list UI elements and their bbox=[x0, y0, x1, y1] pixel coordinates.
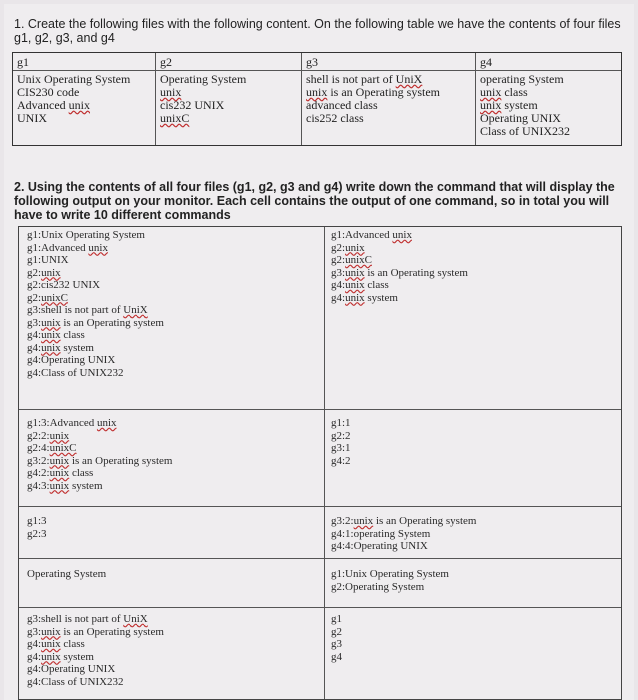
file-content-line: unix is an Operating system bbox=[306, 85, 440, 99]
output-line: g3:2:unix is an Operating system bbox=[331, 515, 477, 527]
file-content-line: shell is not part of UniX bbox=[306, 72, 423, 86]
file-content-line: Advanced unix bbox=[17, 98, 90, 112]
file-content-line: UNIX bbox=[17, 111, 47, 125]
output-line: g2:2 bbox=[331, 429, 351, 442]
output-line: g2:cis232 UNIX bbox=[27, 279, 101, 291]
output-table-row-divider bbox=[19, 409, 621, 410]
output-line: g1:3:Advanced unix bbox=[27, 417, 117, 429]
output-table-row-divider bbox=[19, 506, 621, 507]
file-name-header: g3 bbox=[302, 56, 475, 71]
output-cell-7 bbox=[27, 568, 106, 581]
output-line: g3:unix is an Operating system bbox=[27, 316, 164, 329]
output-cell-10 bbox=[331, 613, 342, 663]
output-cell-1 bbox=[27, 229, 164, 379]
output-line: g4:3:unix system bbox=[27, 479, 103, 492]
file-column-g1 bbox=[13, 53, 155, 145]
output-table-column-divider bbox=[324, 227, 325, 699]
output-cell-5 bbox=[27, 515, 47, 540]
output-line: g4:unix system bbox=[331, 291, 398, 304]
file-name-header: g4 bbox=[476, 56, 621, 71]
files-content-table bbox=[12, 52, 622, 146]
output-line: g2:4:unixC bbox=[27, 442, 77, 454]
output-table bbox=[18, 226, 622, 700]
output-line: g3:2:unix is an Operating system bbox=[27, 454, 173, 467]
output-cell-2 bbox=[331, 229, 468, 304]
output-line: g4:Operating UNIX bbox=[27, 354, 116, 366]
file-column-g3 bbox=[301, 53, 475, 145]
file-content-line: operating System bbox=[480, 72, 564, 86]
file-content-line: unix system bbox=[480, 98, 538, 112]
output-line: g4:Operating UNIX bbox=[27, 663, 116, 675]
output-line: g3:unix is an Operating system bbox=[331, 266, 468, 279]
output-cell-3 bbox=[27, 417, 172, 492]
output-line: g4:2 bbox=[331, 454, 351, 467]
output-line: g4:2:unix class bbox=[27, 467, 94, 479]
file-content-line: CIS230 code bbox=[17, 85, 80, 99]
output-line: g1:Advanced unix bbox=[331, 229, 412, 241]
output-line: g4:unix class bbox=[331, 279, 389, 291]
output-line: g2 bbox=[331, 625, 342, 638]
question-2-text: 2. Using the contents of all four files (g1, g2, g3 and g4) write down the command that will display the following output on your monitor. Each cell contains the output of one command, so in total you will have to write 10 different commands bbox=[14, 180, 615, 222]
output-cell-6 bbox=[331, 515, 476, 553]
file-column-g4 bbox=[475, 53, 621, 145]
output-line: g4:unix class bbox=[27, 638, 85, 650]
output-line: g2:unixC bbox=[331, 254, 372, 266]
output-line: g4 bbox=[331, 650, 342, 663]
output-line: g4:unix class bbox=[27, 329, 85, 341]
output-line: g2:Operating System bbox=[331, 580, 425, 593]
file-content-line: unix class bbox=[480, 85, 528, 99]
output-cell-4 bbox=[331, 417, 351, 467]
output-table-row-divider bbox=[19, 607, 621, 608]
file-name-header: g1 bbox=[13, 56, 155, 71]
output-table-row-divider bbox=[19, 558, 621, 559]
output-line: g3:shell is not part of UniX bbox=[27, 613, 148, 625]
output-line: g3:1 bbox=[331, 442, 351, 454]
output-line: g3:unix is an Operating system bbox=[27, 625, 164, 638]
output-cell-9 bbox=[27, 613, 164, 688]
output-line: g1:Unix Operating System bbox=[331, 568, 449, 580]
output-line: g2:3 bbox=[27, 527, 47, 540]
file-content-line: Operating System bbox=[160, 72, 247, 86]
output-line: g4:4:Operating UNIX bbox=[331, 540, 428, 552]
file-content-line: advanced class bbox=[306, 98, 378, 112]
file-content-line: cis252 class bbox=[306, 111, 364, 125]
output-line: g3 bbox=[331, 638, 342, 650]
output-line: g4:1:operating System bbox=[331, 527, 431, 540]
output-line: Operating System bbox=[27, 568, 107, 580]
file-column-g2 bbox=[155, 53, 301, 145]
output-cell-8 bbox=[331, 568, 449, 593]
output-line: g4:Class of UNIX232 bbox=[27, 675, 124, 688]
question-1-text: 1. Create the following files with the following content. On the following table we have the contents of four files g1, g2, g3, and g4 bbox=[14, 17, 621, 45]
output-line: g1:UNIX bbox=[27, 254, 69, 266]
file-content-line: unixC bbox=[160, 111, 190, 125]
output-line: g1:1 bbox=[331, 417, 351, 429]
output-line: g4:unix system bbox=[27, 650, 94, 663]
file-content-line: unix bbox=[160, 85, 182, 99]
output-line: g2:unix bbox=[331, 241, 365, 254]
output-line: g3:shell is not part of UniX bbox=[27, 304, 148, 316]
output-line: g2:unixC bbox=[27, 291, 68, 304]
file-content-line: Operating UNIX bbox=[480, 111, 561, 125]
file-content-line: Unix Operating System bbox=[17, 72, 131, 86]
file-content-line: cis232 UNIX bbox=[160, 98, 225, 112]
output-line: g1:Unix Operating System bbox=[27, 229, 145, 241]
file-name-header: g2 bbox=[156, 56, 301, 71]
output-line: g4:unix system bbox=[27, 341, 94, 354]
output-line: g1:Advanced unix bbox=[27, 241, 108, 254]
file-content-line: Class of UNIX232 bbox=[480, 124, 570, 138]
output-line: g2:2:unix bbox=[27, 429, 70, 442]
output-line: g1 bbox=[331, 613, 342, 625]
output-line: g2:unix bbox=[27, 266, 61, 279]
output-line: g4:Class of UNIX232 bbox=[27, 366, 124, 379]
output-line: g1:3 bbox=[27, 515, 47, 527]
